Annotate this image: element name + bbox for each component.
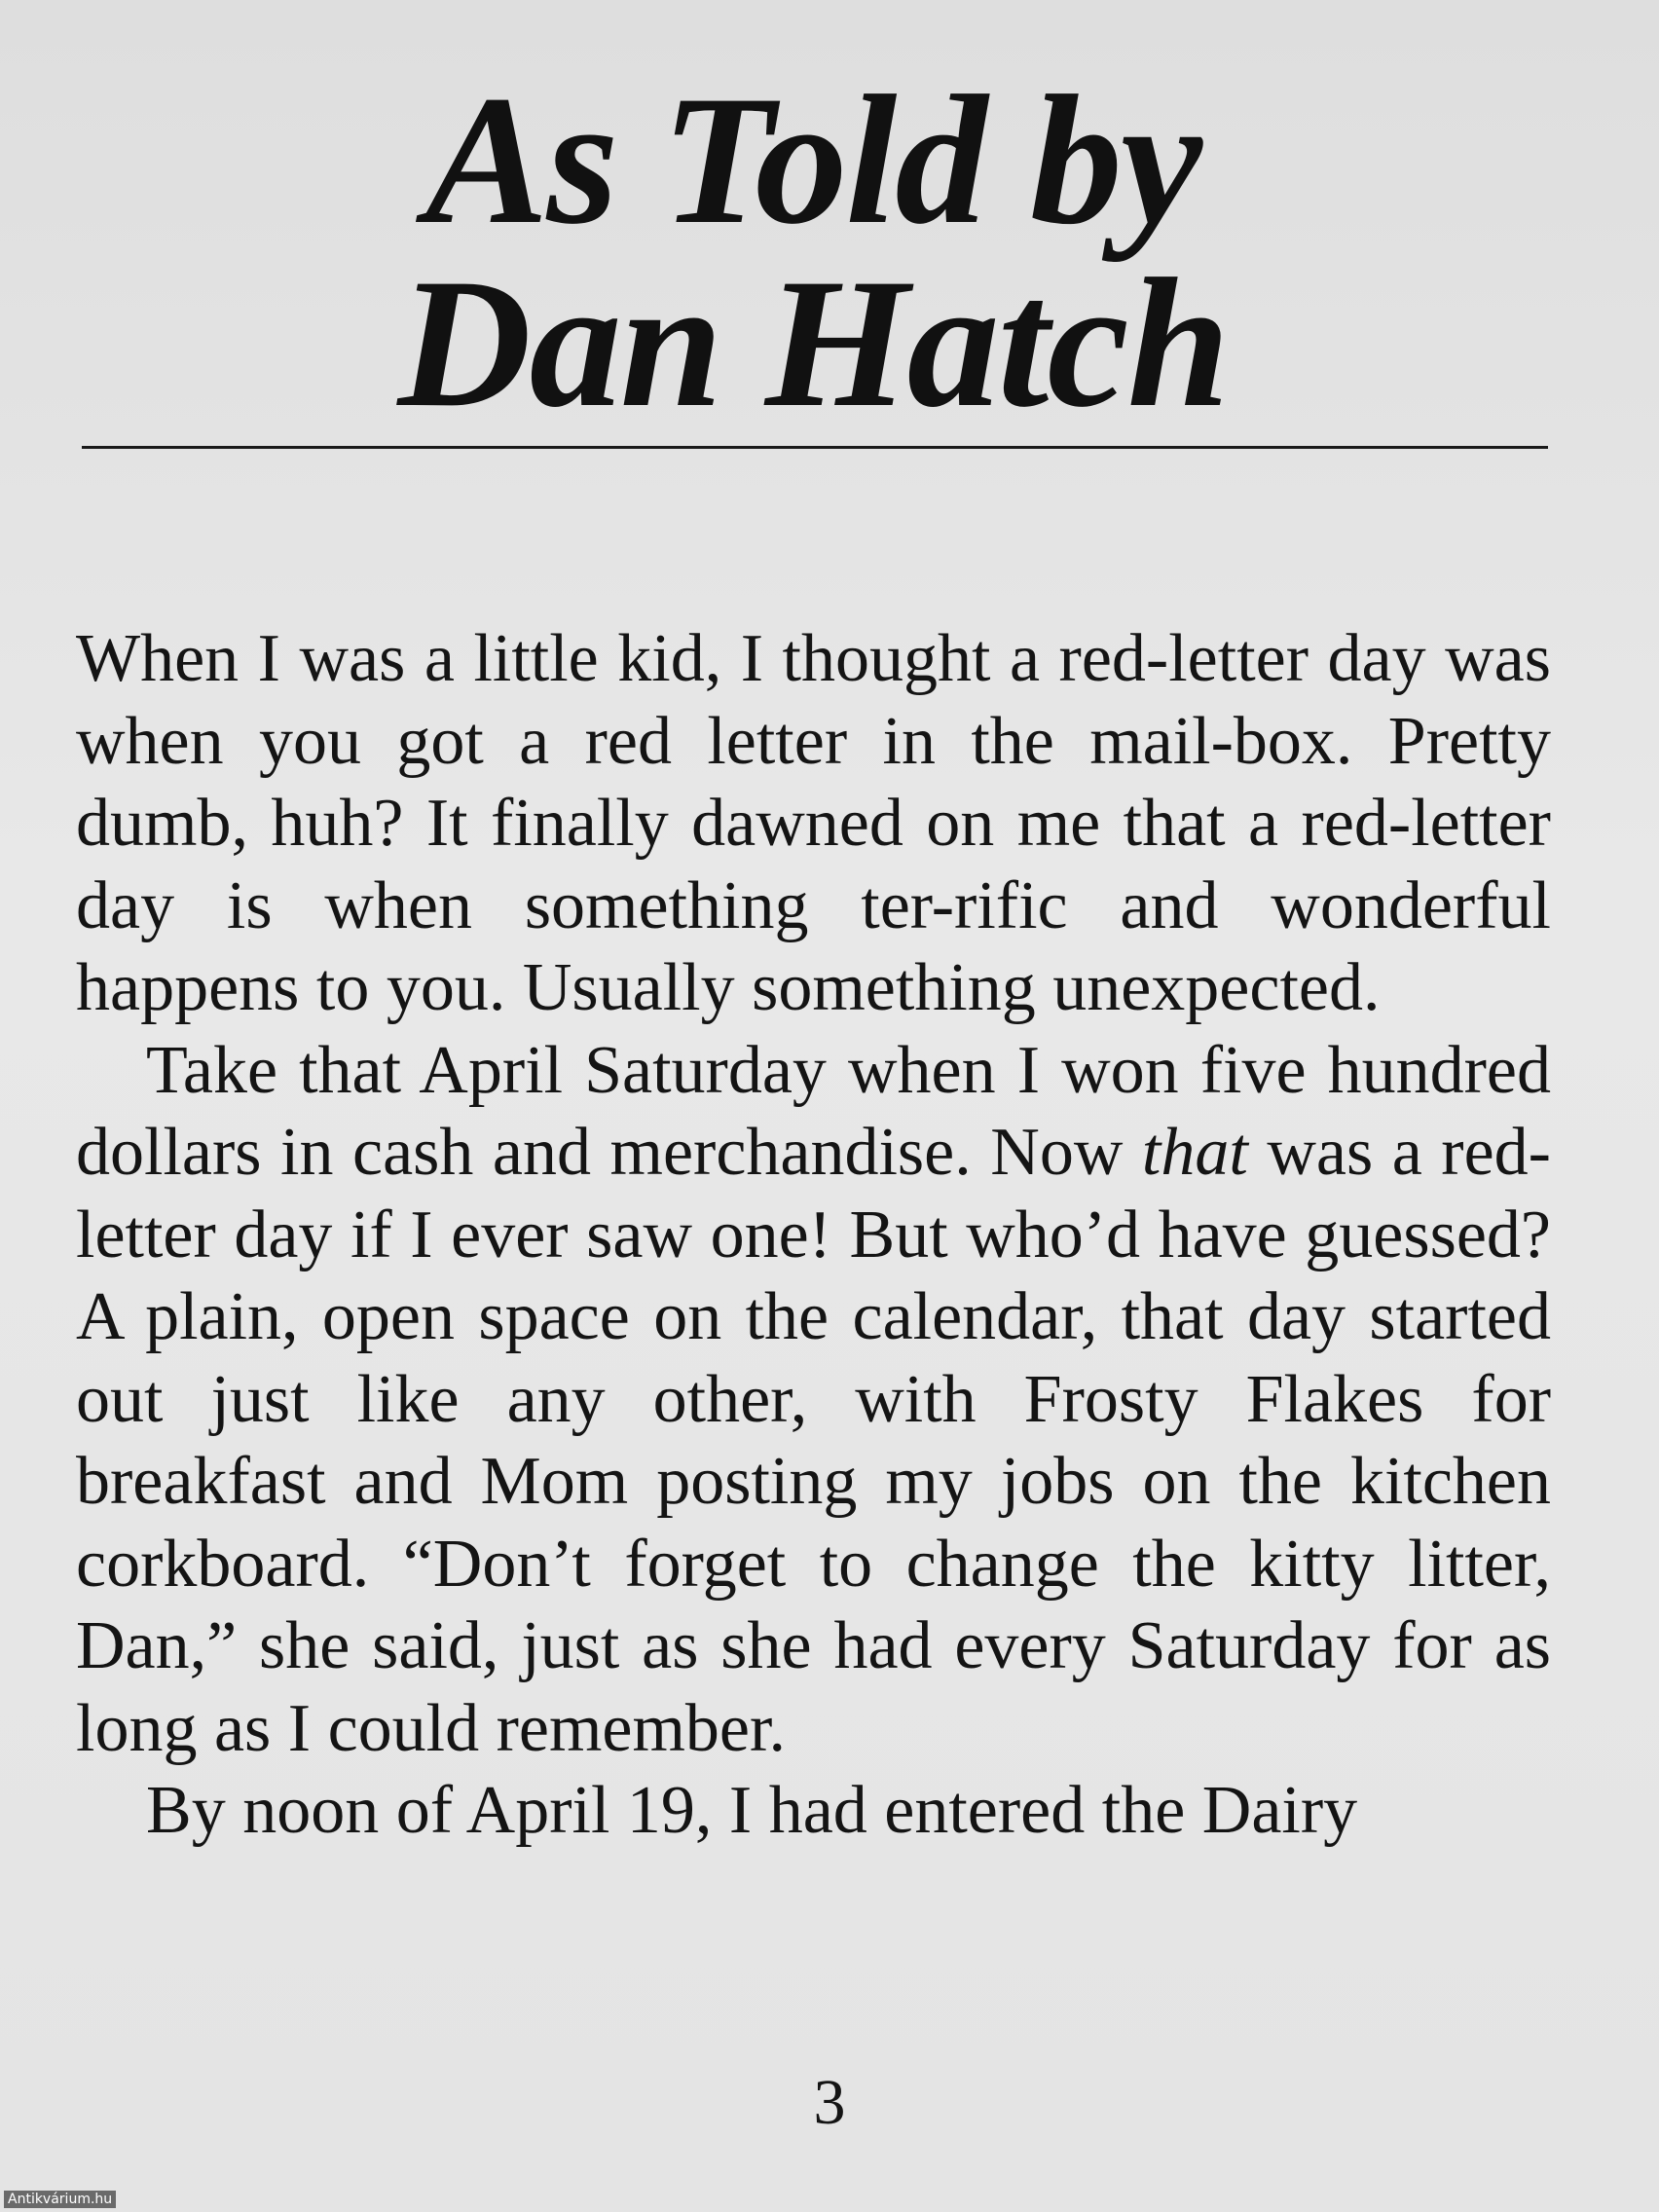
paragraph-2 [76, 1030, 1551, 1771]
chapter-body [76, 618, 1551, 1853]
paragraph-1: When I was a little kid, I thought a red-letter day was when you got a red letter in the mail-box. Pretty dumb, huh? It finally dawned on me that a red-letter day is when something ter-rific and wonderful happens to you. Usually something unexpected. [76, 621, 1551, 1025]
title-divider [82, 446, 1548, 449]
paragraph-3: By noon of April 19, I had entered the Dairy [146, 1773, 1358, 1848]
paragraph-2-start: Take that April Saturday when I won five hundred dollars in cash and merchandise. Now [76, 1032, 1551, 1190]
chapter-title-line-1: As Told by [424, 58, 1201, 263]
paragraph-2-end: was a red-letter day if I ever saw one! But who’d have guessed? A plain, open space on the calendar, that day started out just like any other, with Frosty Flakes for breakfast and Mom posting my jobs on the kitchen corkboard. “Don’t forget to change the kitty litter, Dan,” she said, just as she had every Saturday for as long as I could remember. [76, 1115, 1551, 1766]
watermark: Antikvárium.hu [4, 2191, 116, 2208]
paragraph-2-emphasis: that [1141, 1115, 1248, 1190]
page-number: 3 [813, 2067, 846, 2138]
chapter-title-line-2: Dan Hatch [397, 241, 1229, 446]
